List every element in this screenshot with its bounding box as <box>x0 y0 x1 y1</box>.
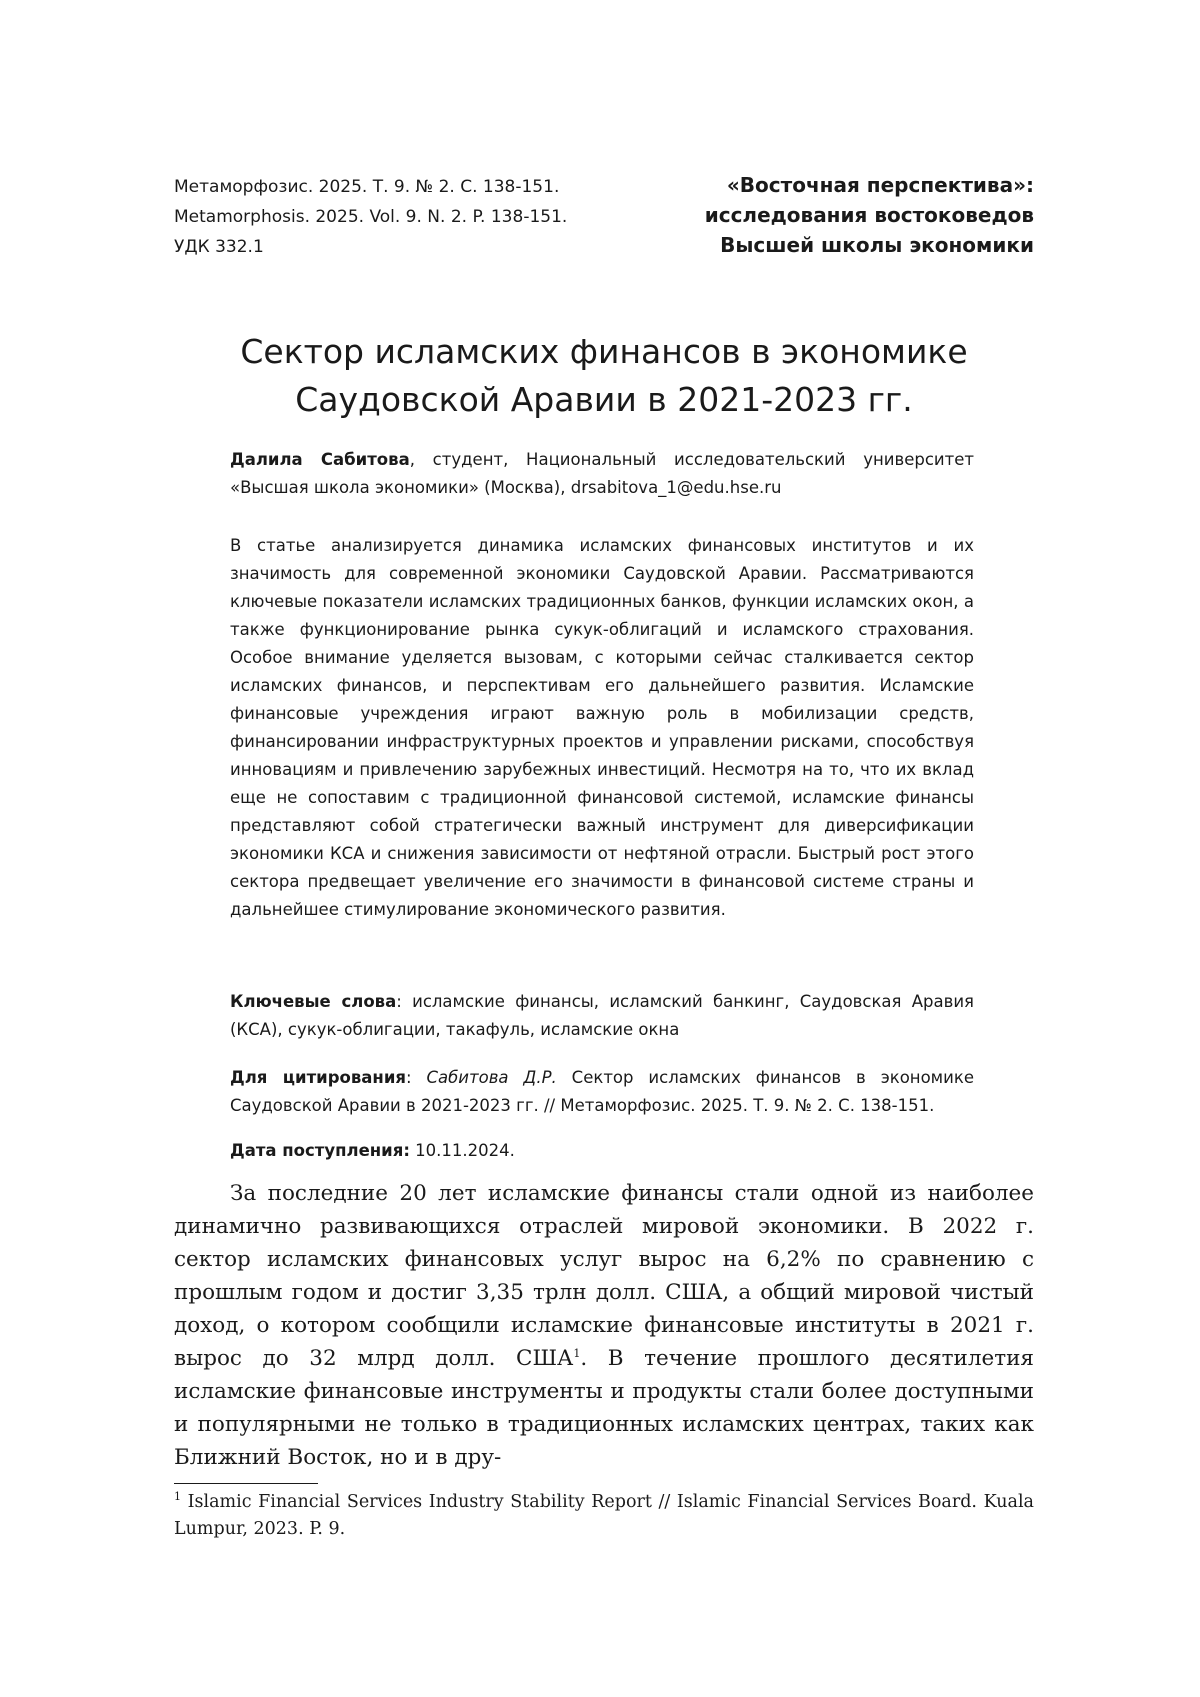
footnote-reference[interactable]: 1 <box>573 1347 580 1360</box>
keywords-text: : исламские финансы, исламский банкинг, Саудовская Аравия (КСА), сукук-облигации, такафуль, исламские окна <box>230 992 974 1039</box>
citation-separator: : <box>406 1068 426 1087</box>
author-affiliation: , студент, Национальный исследовательский университет «Высшая школа экономики» (Москва), drsabitova_1@edu.hse.ru <box>230 450 974 497</box>
article-title <box>174 328 1034 424</box>
journal-info <box>174 172 567 262</box>
author-name: Далила Сабитова <box>230 450 410 469</box>
received-label: Дата поступления: <box>230 1141 410 1160</box>
abstract: В статье анализируется динамика исламских финансовых институтов и их значимость для современной экономики Саудовской Аравии. Рассматриваются ключевые показатели исламских традиционных банков, функции исламских окон, а также функционирование рынка сукук-облигаций и исламского страхования. Особое внимание уделяется вызовам, с которыми сейчас сталкивается сектор исламских финансов, и перспективам его дальнейшего развития. Исламские финансовые учреждения играют важную роль в мобилизации средств, финансировании инфраструктурных проектов и управлении рисками, способствуя инновациям и привлечению зарубежных инвестиций. Несмотря на то, что их вклад еще не сопоставим с традиционной финансовой системой, исламские финансы представляют собой стратегически важный инструмент для диверсификации экономики КСА и снижения зависимости от нефтяной отрасли. Быстрый рост этого сектора предвещает увеличение его значимости в финансовой системе страны и дальнейшее стимулирование экономического развития. <box>230 532 974 924</box>
citation-label: Для цитирования <box>230 1068 406 1087</box>
footnote-divider <box>174 1483 318 1484</box>
citation-author: Сабитова Д.Р. <box>426 1068 556 1087</box>
series-title-line-1: «Восточная перспектива»: <box>705 170 1034 200</box>
citation-text: Сектор исламских финансов в экономике Саудовской Аравии в 2021-2023 гг. // Метаморфозис. 2025. Т. 9. № 2. С. 138-151. <box>230 1068 974 1115</box>
body-text-part-1: За последние 20 лет исламские финансы стали одной из наиболее динамично развивающихся отраслей мировой экономики. В 2022 г. сектор исламских финансовых услуг вырос на 6,2% по сравнению с прошлым годом и достиг 3,35 трлн долл. США, а общий мировой чистый доход, о котором сообщили исламские финансовые институты в 2021 г. вырос до 32 млрд долл. США <box>174 1181 1034 1371</box>
series-title-line-3: Высшей школы экономики <box>705 230 1034 260</box>
received-date <box>230 1137 974 1165</box>
udk-code: УДК 332.1 <box>174 232 567 262</box>
author-info <box>230 446 974 502</box>
body-paragraph <box>174 1177 1034 1474</box>
keywords-label: Ключевые слова <box>230 992 396 1011</box>
footnote-text: Islamic Financial Services Industry Stability Report // Islamic Financial Services Board. Kuala Lumpur, 2023. P. 9. <box>174 1492 1034 1539</box>
article-page <box>0 0 1200 1697</box>
article-title-line-1: Сектор исламских финансов в экономике <box>174 328 1034 376</box>
series-title <box>705 170 1034 260</box>
keywords <box>230 988 974 1044</box>
journal-citation-ru: Метаморфозис. 2025. Т. 9. № 2. С. 138-151. <box>174 172 567 202</box>
journal-citation-en: Metamorphosis. 2025. Vol. 9. N. 2. P. 138-151. <box>174 202 567 232</box>
article-title-line-2: Саудовской Аравии в 2021-2023 гг. <box>174 376 1034 424</box>
citation <box>230 1064 974 1120</box>
received-value: 10.11.2024. <box>410 1141 515 1160</box>
footnote <box>174 1489 1034 1543</box>
body-text-part-2: . В течение прошлого десятилетия исламские финансовые инструменты и продукты стали более доступными и популярными не только в традиционных исламских центрах, таких как Ближний Восток, но и в дру- <box>174 1346 1034 1470</box>
footnote-number: 1 <box>174 1490 181 1503</box>
series-title-line-2: исследования востоковедов <box>705 200 1034 230</box>
